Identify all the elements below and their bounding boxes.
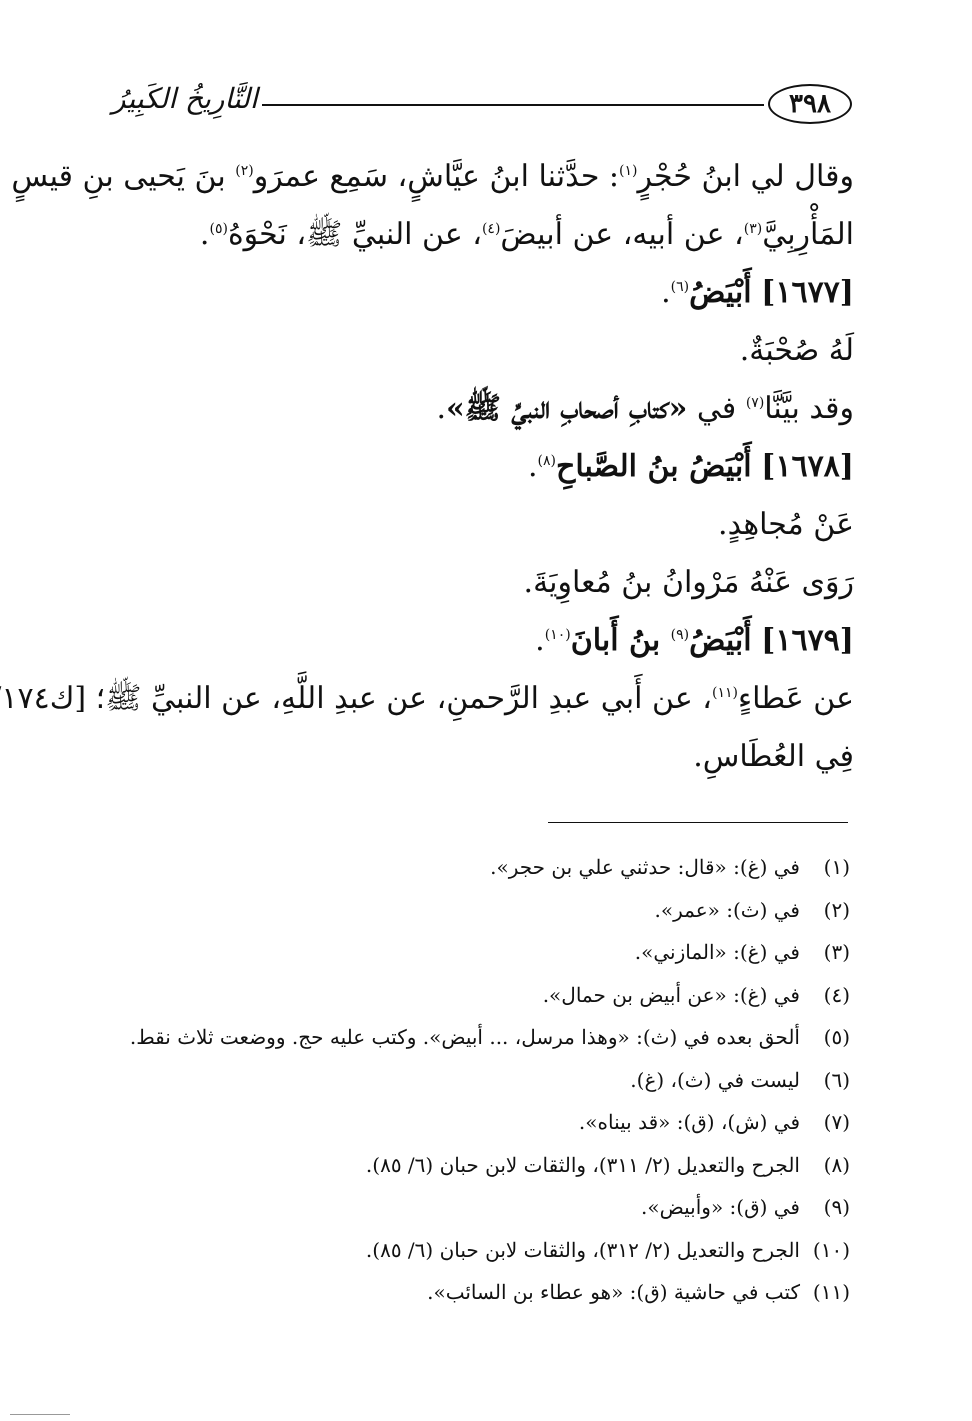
text-line: وقال لي ابنُ حُجْرٍ$^{(١)}$: حدَّثنا ابنُ عيَّاشٍ، سَمِع عمرَو$^{(٢)}$ بنَ يَحيى بنِ قيسٍ [11,159,854,194]
entry-name: أَبْيَضُ [689,623,752,658]
footnote-ref: (٢) [235,163,254,179]
footnote-item [108,889,850,932]
main-text [1,148,854,786]
footnote-item [108,1016,850,1059]
footnote-number: (٢) [823,897,850,922]
text-line: رَوَى عَنْهُ مَرْوانُ بنُ مُعاوِيَةَ. [523,565,854,600]
footnote-text: ليست في (ث)، (غ). [630,1067,800,1092]
entry-number: [١٦٧٧] [761,275,854,310]
footnote-item [108,931,850,974]
footnote-ref: (٦) [670,279,690,295]
footnote-text: في (غ): «عن أبيض بن حمال». [542,982,800,1007]
footnote-number: (٣) [823,940,850,964]
entry-name: أَبْيَضُ بنُ الصَّباحِ [555,449,752,484]
text-line: المَأْرِبِيَّ$^{(٣)}$، عن أبيه، عن أبيضَ$^{(٤)}$، عن النبيِّ ﷺ، نَحْوَهُ$^{(٥)}$. [199,217,854,252]
footnote-item [108,846,850,889]
text-line: فِي العُطَاسِ. [693,739,854,774]
footnote-text: في (غ): «قال: حدثني علي بن حجر». [490,855,800,879]
footnote-ref: (١) [619,163,638,179]
footnote-text: الجرح والتعديل (٢/ ٣١١)، والثقات لابن حبان (٦/ ٨٥). [365,1152,800,1177]
footnote-number: (٤) [823,982,850,1007]
footnote-number: (٥) [823,1025,850,1049]
entry-number: [١٦٧٨] [761,449,854,484]
text-line: لَهُ صُحْبَةٌ. [739,333,854,368]
text-line: عَنْ مُجاهِدٍ. [718,507,854,542]
entry-name-part: بنُ أَبانَ [570,623,671,658]
footnote-item [108,1186,850,1229]
footnote-separator [548,822,848,823]
text-line: وقد بيَّنَّا$^{(٧)}$ في «كتابِ أصحابِ النبيِّ ﷺ». [436,391,854,426]
footnote-ref: (٥) [209,221,228,237]
footnote-text: الجرح والتعديل (٢/ ٣١٢)، والثقات لابن حبان (٦/ ٨٥). [365,1237,800,1262]
entry-heading-1679: [١٦٧٩] أَبْيَضُ$^{(٩)}$ بنُ أَبانَ$^{(١٠)}$. [535,623,854,658]
footnote-ref: (١٠) [544,627,571,643]
scan-edge-mark [10,1414,70,1415]
footnote-text: ألحق بعده في (ث): «وهذا مرسل، ... أبيض». وكتب عليه حج. ووضعت ثلاث نقط. [129,1025,800,1049]
footnote-ref: (٤) [481,221,501,237]
page-header [112,82,852,130]
footnote-ref: (١١) [711,685,738,701]
footnote-number: (٨) [823,1152,850,1177]
footnote-ref: (٨) [537,453,556,469]
footnote-item [108,1229,850,1272]
header-rule [262,104,764,106]
book-reference: «كتابِ أصحابِ النبيِّ ﷺ» [445,391,688,426]
footnote-number: (٩) [823,1195,850,1219]
entry-name: أَبْيَضُ [689,275,752,310]
footnote-number: (١) [823,855,850,879]
footnote-number: (٦) [823,1067,850,1092]
footnote-text: في (ش)، (ق): «قد بيناه». [578,1110,800,1134]
running-title: التَّارِيخُ الكَبِيرُ [112,82,258,115]
entry-heading-1678: [١٦٧٨] أَبْيَضُ بنُ الصَّباحِ$^{(٨)}$. [527,449,854,484]
footnote-text: في (غ): «المازني». [634,940,800,964]
footnotes [108,846,850,1314]
footnote-item [108,1059,850,1102]
footnote-text: في (ق): «وأبيض». [641,1195,800,1219]
page-number: ٣٩٨ [768,84,852,124]
footnote-number: (٧) [823,1110,850,1134]
footnote-number: (١٠) [812,1237,850,1262]
footnote-ref: (٩) [670,627,690,643]
footnote-ref: (٣) [743,221,763,237]
footnote-item [108,1101,850,1144]
footnote-ref: (٧) [745,395,765,411]
footnote-item [108,1271,850,1314]
footnote-item [108,974,850,1017]
footnote-number: (١١) [812,1280,850,1304]
footnote-text: في (ث): «عمر». [654,897,800,922]
text-line: عن عَطاءٍ$^{(١١)}$، عن أَبي عبدِ الرَّحمنِ، عن عبدِ اللَّهِ، عن النبيِّ ﷺ؛ [ك١٧٤ [1,681,854,716]
footnote-item [108,1144,850,1187]
footnote-text: كتب في حاشية (ق): «هو عطاء بن السائب». [427,1280,800,1304]
entry-heading-1677: [١٦٧٧] أَبْيَضُ$^{(٦)}$. [661,275,854,310]
entry-number: [١٦٧٩] [761,623,854,658]
